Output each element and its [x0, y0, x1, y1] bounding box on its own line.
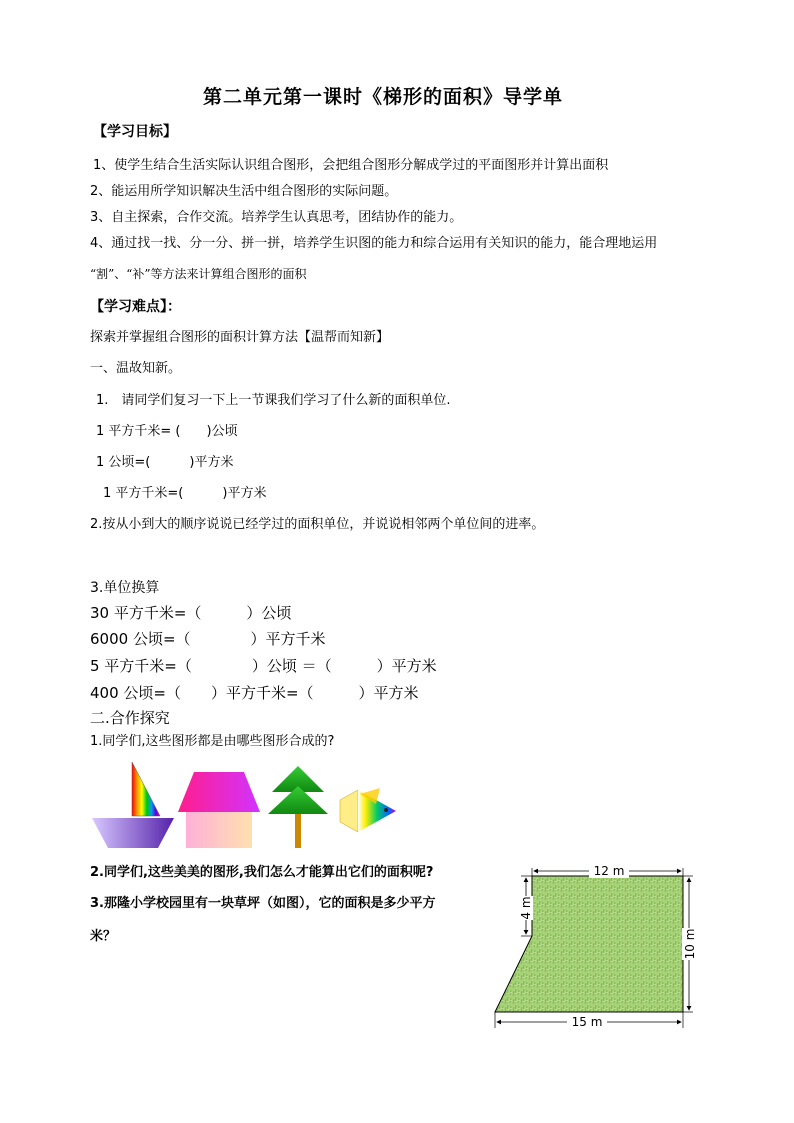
- section1-q3-heading: 3.单位换算: [90, 580, 160, 596]
- sailboat-shape: [92, 762, 174, 848]
- conversion-4: 400 公顷=（ ）平方千米=（ ）平方米: [90, 684, 419, 702]
- section1-heading: 一、温故知新。: [90, 361, 182, 376]
- lawn-right-label: 10 m: [683, 928, 697, 960]
- section2-q1: 1.同学们,这些图形都是由哪些图形合成的?: [90, 734, 335, 749]
- unit-line-2: 1 公顷=( )平方米: [96, 455, 234, 470]
- section2-q3-line1: 3.那隆小学校园里有一块草坪（如图），它的面积是多少平方: [90, 896, 436, 911]
- lawn-left-label: 4 m: [519, 896, 533, 920]
- tree-shape: [268, 766, 328, 848]
- lawn-bottom-label: 15 m: [571, 1015, 603, 1029]
- objectives-heading: 【学习目标】: [93, 124, 177, 140]
- objective-2: 2、能运用所学知识解决生活中组合图形的实际问题。: [90, 184, 398, 199]
- unit-line-3: 1 平方千米=( )平方米: [103, 486, 267, 501]
- objective-3: 3、自主探索，合作交流。培养学生认真思考，团结协作的能力。: [90, 210, 463, 225]
- unit-line-1: 1 平方千米= ( )公顷: [96, 424, 238, 439]
- conversion-3: 5 平方千米=（ ）公顷 ＝（ ）平方米: [90, 657, 437, 675]
- conversion-2: 6000 公顷=（ ）平方千米: [90, 630, 326, 648]
- difficulty-heading: 【学习难点】：: [90, 299, 181, 315]
- section2-q2: 2.同学们,这些美美的图形,我们怎么才能算出它们的面积呢?: [90, 865, 434, 880]
- section1-q1: 1. 请同学们复习一下上一节课我们学习了什么新的面积单位.: [96, 393, 451, 408]
- lawn-diagram: [485, 860, 715, 1040]
- fish-shape: [340, 788, 396, 832]
- page-title: 第二单元第一课时《梯形的面积》导学单: [203, 86, 564, 108]
- objective-1: 1、使学生结合生活实际认识组合图形，会把组合图形分解成学过的平面图形并计算出面积: [93, 158, 609, 173]
- objective-4-cont: “割”、“补”等方法来计算组合图形的面积: [90, 267, 307, 281]
- section1-q2: 2.按从小到大的顺序说说已经学过的面积单位，并说说相邻两个单位间的进率。: [90, 517, 545, 532]
- section2-q3-line2: 米？: [90, 929, 117, 944]
- lawn-top-label: 12 m: [593, 864, 625, 878]
- house-shape: [178, 772, 260, 848]
- section2-heading: 二.合作探究: [90, 709, 170, 727]
- difficulty-text: 探索并掌握组合图形的面积计算方法【温帮而知新】: [90, 330, 390, 345]
- objective-4: 4、通过找一找、分一分、拼一拼，培养学生识图的能力和综合运用有关知识的能力，能合理地运用: [90, 236, 658, 251]
- conversion-1: 30 平方千米=（ ）公顷: [90, 604, 292, 622]
- composite-shapes-illustration: [90, 758, 400, 850]
